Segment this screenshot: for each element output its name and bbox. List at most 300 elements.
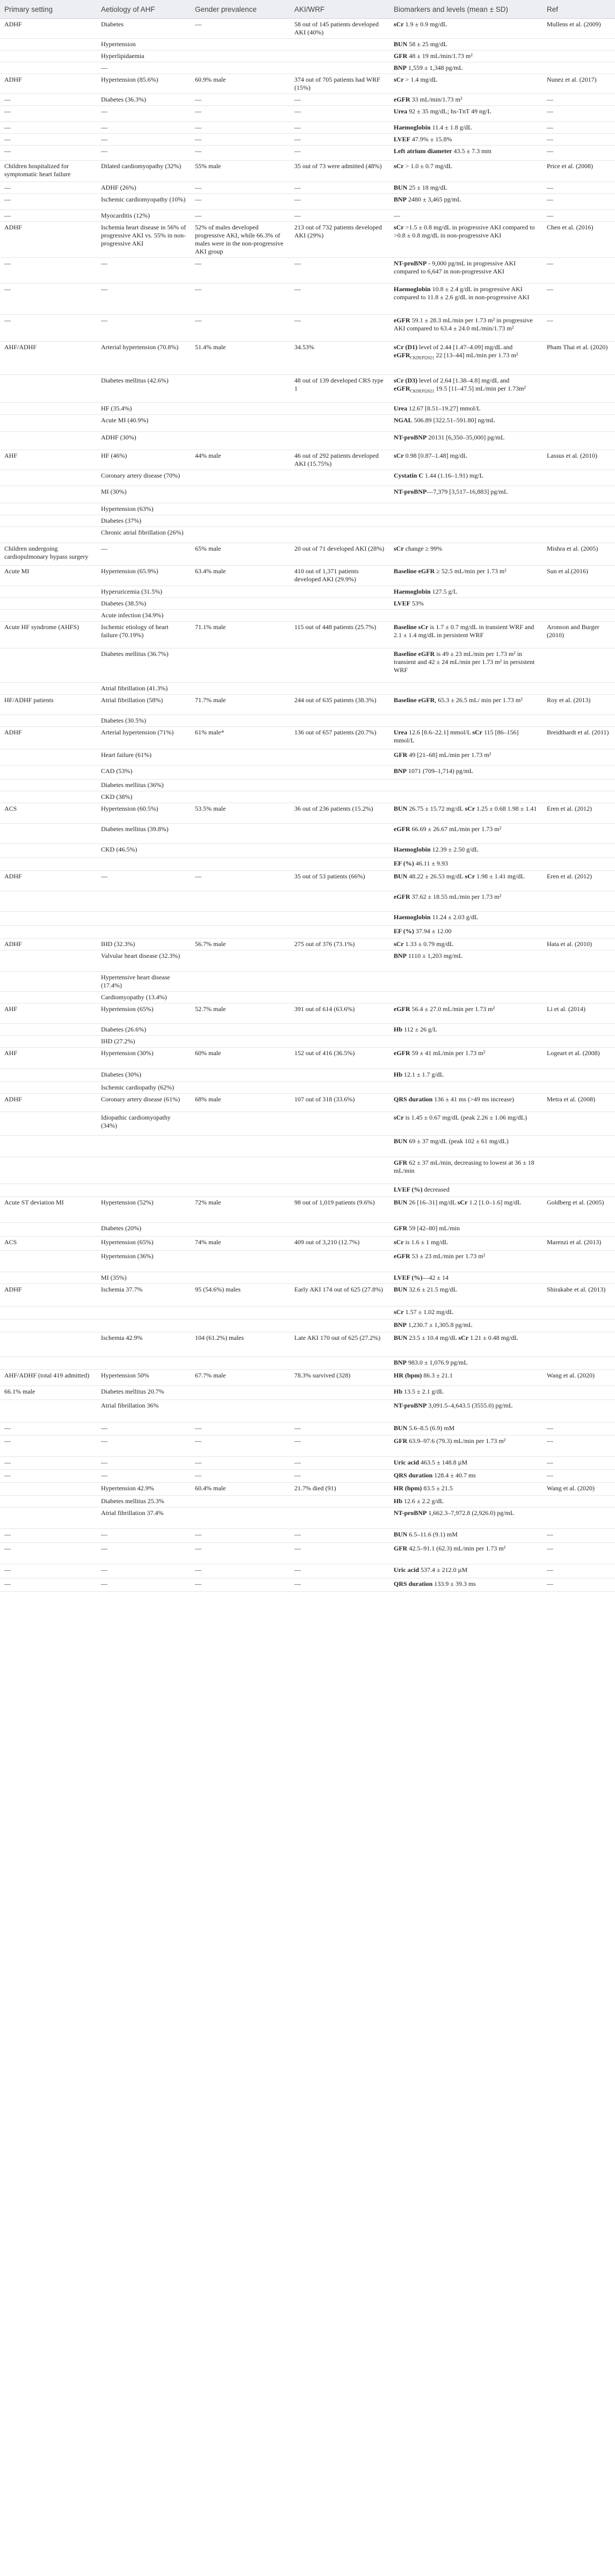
cell-primary-setting	[0, 432, 97, 450]
cell-gender	[191, 1024, 290, 1036]
cell-ref	[542, 1223, 615, 1237]
table-row	[0, 146, 615, 161]
table-row	[0, 912, 615, 926]
cell-primary-setting	[0, 1507, 97, 1529]
cell-primary-setting	[0, 648, 97, 683]
cell-gender: —	[191, 1543, 290, 1564]
cell-primary-setting	[0, 375, 97, 403]
cell-aki-wrf	[290, 1157, 389, 1184]
cell-gender	[191, 1069, 290, 1082]
cell-primary-setting: —	[0, 1470, 97, 1483]
cell-gender: —	[191, 1578, 290, 1592]
cell-gender: —	[191, 182, 290, 194]
cell-primary-setting	[0, 780, 97, 791]
cell-aki-wrf: —	[290, 1435, 389, 1457]
cell-ref: —	[542, 258, 615, 284]
cell-aetiology: Atrial fibrillation 37.4%	[97, 1507, 191, 1529]
cell-aetiology	[97, 1157, 191, 1184]
cell-biomarker: sCr 0.98 [0.87–1.48] mg/dL	[389, 450, 542, 470]
cell-aki-wrf	[290, 844, 389, 858]
cell-biomarker: NT-proBNP 3,091.5–4,643.5 (3555.0) pg/mL	[389, 1400, 542, 1423]
cell-aki-wrf	[290, 503, 389, 515]
table-row	[0, 1457, 615, 1470]
cell-gender	[191, 950, 290, 972]
cell-biomarker: sCr > 1.0 ± 0.7 mg/dL	[389, 161, 542, 182]
table-row	[0, 803, 615, 824]
header-biomarkers: Biomarkers and levels (mean ± SD)	[389, 0, 542, 19]
cell-primary-setting	[0, 403, 97, 415]
cell-aetiology: —	[97, 1457, 191, 1470]
table-row	[0, 1069, 615, 1082]
cell-primary-setting	[0, 1319, 97, 1332]
cell-aki-wrf	[290, 1136, 389, 1157]
cell-aetiology: Hypertension (65.9%)	[97, 566, 191, 586]
cell-primary-setting: ADHF	[0, 871, 97, 891]
cell-primary-setting: 66.1% male	[0, 1386, 97, 1400]
cell-biomarker: sCr >1.5 ± 0.8 mg/dL in progressive AKI compared to >0.8 ± 0.8 mg/dL in non-progressive AKI	[389, 222, 542, 258]
cell-ref: Wang et al. (2020)	[542, 1483, 615, 1496]
cell-primary-setting	[0, 1272, 97, 1284]
cell-aki-wrf: —	[290, 258, 389, 284]
cell-aetiology	[97, 1319, 191, 1332]
cell-aki-wrf: —	[290, 1578, 389, 1592]
cell-aki-wrf: —	[290, 1470, 389, 1483]
cell-aetiology: —	[97, 1470, 191, 1483]
cell-ref: —	[542, 1578, 615, 1592]
cell-primary-setting: ADHF	[0, 727, 97, 749]
cell-aki-wrf	[290, 1272, 389, 1284]
cell-biomarker: sCr 1.9 ± 0.9 mg/dL	[389, 19, 542, 39]
cell-aki-wrf	[290, 39, 389, 50]
table-row	[0, 50, 615, 62]
table-row	[0, 134, 615, 146]
table-row	[0, 1507, 615, 1529]
cell-aki-wrf	[290, 648, 389, 683]
table-row	[0, 1112, 615, 1136]
cell-aki-wrf	[290, 1386, 389, 1400]
cell-biomarker: GFR 49 [21–68] mL/min per 1.73 m²	[389, 749, 542, 766]
cell-aetiology: Hypertension 50%	[97, 1370, 191, 1386]
cell-ref: Mishra et al. (2005)	[542, 543, 615, 566]
cell-aki-wrf: 58 out of 145 patients developed AKI (40%)	[290, 19, 389, 39]
cell-gender: —	[191, 134, 290, 146]
table-row	[0, 926, 615, 939]
cell-biomarker: BNP 2480 ± 3,465 pg/mL	[389, 194, 542, 210]
cell-biomarker	[389, 515, 542, 527]
cell-aki-wrf	[290, 912, 389, 926]
cell-primary-setting: Children undergoing cardiopulmonary bypass surgery	[0, 543, 97, 566]
cell-aetiology: Hypertensive heart disease (17.4%)	[97, 972, 191, 992]
cell-primary-setting: ADHF	[0, 222, 97, 258]
cell-aki-wrf	[290, 1036, 389, 1048]
cell-biomarker: EF (%) 46.11 ± 9.93	[389, 858, 542, 871]
cell-ref: Mullens et al. (2009)	[542, 19, 615, 39]
cell-primary-setting: ADHF	[0, 19, 97, 39]
cell-primary-setting	[0, 486, 97, 503]
cell-gender: 67.7% male	[191, 1370, 290, 1386]
cell-ref	[542, 972, 615, 992]
cell-ref	[542, 486, 615, 503]
cell-primary-setting	[0, 527, 97, 543]
cell-ref	[542, 470, 615, 486]
cell-gender	[191, 926, 290, 939]
table-row	[0, 1319, 615, 1332]
cell-biomarker: eGFR 66.69 ± 26.67 mL/min per 1.73 m²	[389, 824, 542, 844]
cell-aki-wrf	[290, 992, 389, 1004]
cell-ref: Aronson and Burger (2010)	[542, 622, 615, 648]
cell-ref	[542, 1157, 615, 1184]
cell-biomarker: QRS duration 133.9 ± 39.3 ms	[389, 1578, 542, 1592]
cell-biomarker: BUN 25 ± 18 mg/dL	[389, 182, 542, 194]
cell-ref	[542, 683, 615, 695]
cell-ref	[542, 1400, 615, 1423]
cell-ref	[542, 715, 615, 727]
cell-ref	[542, 1319, 615, 1332]
cell-primary-setting	[0, 715, 97, 727]
cell-aetiology	[97, 858, 191, 871]
cell-primary-setting: AHF/ADHF (total 419 admitted)	[0, 1370, 97, 1386]
cell-primary-setting	[0, 1332, 97, 1357]
cell-gender: —	[191, 210, 290, 222]
cell-ref	[542, 1082, 615, 1094]
cell-ref	[542, 39, 615, 50]
cell-aetiology: —	[97, 146, 191, 161]
cell-primary-setting: —	[0, 1543, 97, 1564]
cell-aki-wrf	[290, 1319, 389, 1332]
cell-primary-setting	[0, 1082, 97, 1094]
cell-primary-setting	[0, 1496, 97, 1507]
cell-gender: —	[191, 146, 290, 161]
cell-aki-wrf: —	[290, 1529, 389, 1543]
cell-aetiology: ADHF (30%)	[97, 432, 191, 450]
cell-gender: 72% male	[191, 1197, 290, 1223]
header-aetiology: Aetiology of AHF	[97, 0, 191, 19]
cell-aetiology: Diabetes mellitus 25.3%	[97, 1496, 191, 1507]
cell-ref	[542, 1024, 615, 1036]
cell-biomarker: GFR 62 ± 37 mL/min, decreasing to lowest at 36 ± 18 mL/min	[389, 1157, 542, 1184]
cell-aetiology: Diabetes mellitus (36%)	[97, 780, 191, 791]
header-gender: Gender prevalence	[191, 0, 290, 19]
table-row	[0, 1094, 615, 1112]
table-row	[0, 1197, 615, 1223]
cell-biomarker	[389, 527, 542, 543]
cell-ref	[542, 912, 615, 926]
cell-aki-wrf	[290, 1082, 389, 1094]
cell-aki-wrf: —	[290, 94, 389, 106]
table-row	[0, 106, 615, 122]
cell-gender	[191, 1184, 290, 1197]
cell-ref	[542, 527, 615, 543]
cell-aetiology: Chronic atrial fibrillation (26%)	[97, 527, 191, 543]
cell-ref: Chen et al. (2016)	[542, 222, 615, 258]
cell-gender: —	[191, 94, 290, 106]
cell-ref	[542, 610, 615, 622]
cell-aki-wrf: 34.53%	[290, 342, 389, 375]
cell-aetiology: Atrial fibrillation 36%	[97, 1400, 191, 1423]
cell-primary-setting	[0, 470, 97, 486]
cell-biomarker: Urea 12.67 [8.51–19.27] mmol/L	[389, 403, 542, 415]
cell-aki-wrf	[290, 62, 389, 74]
cell-aetiology: Diabetes (36.3%)	[97, 94, 191, 106]
cell-biomarker: Haemoglobin 11.24 ± 2.03 g/dL	[389, 912, 542, 926]
cell-aetiology: Hypertension (30%)	[97, 1048, 191, 1069]
table-row	[0, 1529, 615, 1543]
cell-gender: 60% male	[191, 1048, 290, 1069]
cell-gender	[191, 844, 290, 858]
cell-biomarker: BUN 58 ± 25 mg/dL	[389, 39, 542, 50]
cell-ref: Sun et al.(2016)	[542, 566, 615, 586]
table-row	[0, 486, 615, 503]
cell-biomarker: Baseline eGFR ≥ 52.5 mL/min per 1.73 m²	[389, 566, 542, 586]
cell-gender	[191, 1036, 290, 1048]
cell-ref	[542, 375, 615, 403]
cell-gender	[191, 791, 290, 803]
cell-primary-setting	[0, 503, 97, 515]
cell-aki-wrf: 36 out of 236 patients (15.2%)	[290, 803, 389, 824]
cell-gender: 74% male	[191, 1237, 290, 1251]
cell-ref: Eren et al. (2012)	[542, 803, 615, 824]
cell-ref	[542, 766, 615, 780]
table-row	[0, 527, 615, 543]
cell-aetiology: Diabetes (20%)	[97, 1223, 191, 1237]
cell-gender	[191, 912, 290, 926]
cell-aetiology: Arterial hypertension (71%)	[97, 727, 191, 749]
cell-ref	[542, 586, 615, 598]
cell-aetiology: —	[97, 1423, 191, 1435]
cell-primary-setting	[0, 950, 97, 972]
cell-primary-setting	[0, 610, 97, 622]
cell-biomarker	[389, 715, 542, 727]
cell-aetiology: Hyperlipidaemia	[97, 50, 191, 62]
cell-aetiology: IHD (32.3%)	[97, 939, 191, 950]
cell-ref	[542, 62, 615, 74]
cell-aki-wrf	[290, 1251, 389, 1272]
cell-primary-setting: —	[0, 1564, 97, 1578]
cell-aki-wrf	[290, 858, 389, 871]
cell-ref	[542, 749, 615, 766]
cell-primary-setting	[0, 992, 97, 1004]
cell-ref	[542, 1112, 615, 1136]
cell-primary-setting	[0, 791, 97, 803]
cell-gender: —	[191, 284, 290, 315]
cell-aetiology	[97, 1357, 191, 1370]
cell-aki-wrf	[290, 749, 389, 766]
cell-ref	[542, 1357, 615, 1370]
cell-primary-setting	[0, 912, 97, 926]
cell-biomarker: HR (bpm) 86.3 ± 21.1	[389, 1370, 542, 1386]
cell-gender	[191, 375, 290, 403]
cell-gender: —	[191, 1435, 290, 1457]
cell-biomarker: Haemoglobin 127.5 g/L	[389, 586, 542, 598]
cell-gender: —	[191, 315, 290, 342]
cell-aki-wrf	[290, 1223, 389, 1237]
table-row	[0, 450, 615, 470]
cell-biomarker: QRS duration 136 ± 41 ms (>49 ms increase)	[389, 1094, 542, 1112]
cell-gender	[191, 1223, 290, 1237]
cell-ref: —	[542, 210, 615, 222]
cell-primary-setting: AHF	[0, 1048, 97, 1069]
cell-ref	[542, 1272, 615, 1284]
cell-gender	[191, 470, 290, 486]
cell-gender: —	[191, 19, 290, 39]
cell-aetiology: Diabetes (38.5%)	[97, 598, 191, 610]
cell-aetiology: —	[97, 1529, 191, 1543]
cell-biomarker: Baseline eGFR, 65.3 ± 26.5 mL/ min per 1.73 m²	[389, 695, 542, 715]
cell-biomarker: LVEF 53%	[389, 598, 542, 610]
cell-primary-setting	[0, 598, 97, 610]
cell-gender: 68% male	[191, 1094, 290, 1112]
table-row	[0, 715, 615, 727]
cell-biomarker: Uric acid 537.4 ± 212.0 µM	[389, 1564, 542, 1578]
cell-aetiology: CAD (53%)	[97, 766, 191, 780]
table-row	[0, 94, 615, 106]
cell-primary-setting: —	[0, 194, 97, 210]
cell-ref: —	[542, 134, 615, 146]
cell-biomarker: GFR 59 [42–80] mL/min	[389, 1223, 542, 1237]
cell-aki-wrf	[290, 1024, 389, 1036]
cell-biomarker: sCr 1.33 ± 0.79 mg/dL	[389, 939, 542, 950]
cell-ref	[542, 1069, 615, 1082]
cell-biomarker: eGFR 59 ± 41 mL/min per 1.73 m²	[389, 1048, 542, 1069]
table-row	[0, 432, 615, 450]
cell-aetiology: —	[97, 258, 191, 284]
cell-primary-setting: —	[0, 210, 97, 222]
cell-gender: 44% male	[191, 450, 290, 470]
cell-gender	[191, 1400, 290, 1423]
cell-primary-setting	[0, 39, 97, 50]
cell-ref: —	[542, 1457, 615, 1470]
cell-biomarker: eGFR 56.4 ± 27.0 mL/min per 1.73 m²	[389, 1004, 542, 1024]
cell-aetiology: Hypertension (63%)	[97, 503, 191, 515]
cell-aetiology: —	[97, 315, 191, 342]
cell-aetiology: Diabetes mellitus (42.6%)	[97, 375, 191, 403]
cell-ref	[542, 50, 615, 62]
header-ref: Ref	[542, 0, 615, 19]
cell-primary-setting: Acute HF syndrome (AHFS)	[0, 622, 97, 648]
cell-aki-wrf: 213 out of 732 patients developed AKI (29%)	[290, 222, 389, 258]
cell-primary-setting	[0, 683, 97, 695]
cell-aetiology: —	[97, 122, 191, 134]
cell-aetiology: Ischemia 37.7%	[97, 1284, 191, 1307]
cell-aki-wrf	[290, 486, 389, 503]
cell-aki-wrf	[290, 1357, 389, 1370]
cell-aki-wrf	[290, 1400, 389, 1423]
cell-ref: —	[542, 1543, 615, 1564]
cell-aki-wrf: 46 out of 292 patients developed AKI (15.75%)	[290, 450, 389, 470]
table-row	[0, 503, 615, 515]
cell-ref: —	[542, 106, 615, 122]
cell-biomarker: NT-proBNP - 9,000 pg/mL in progressive AKI compared to 6,647 in non-progressive AKI	[389, 258, 542, 284]
cell-biomarker: eGFR 59.1 ± 28.3 mL/min per 1.73 m² in progressive AKI compared to 63.4 ± 24.0 mL/min/1.73 m²	[389, 315, 542, 342]
cell-biomarker: HR (bpm) 83.5 ± 21.5	[389, 1483, 542, 1496]
cell-biomarker: Uric acid 463.5 ± 148.8 µM	[389, 1457, 542, 1470]
cell-aki-wrf: —	[290, 146, 389, 161]
cell-gender	[191, 648, 290, 683]
cell-aki-wrf: 48 out of 139 developed CRS type 1	[290, 375, 389, 403]
cell-aki-wrf	[290, 50, 389, 62]
cell-gender: 56.7% male	[191, 939, 290, 950]
cell-biomarker: BNP 1071 (709–1,714) pg/mL	[389, 766, 542, 780]
cell-gender	[191, 992, 290, 1004]
table-row	[0, 1284, 615, 1307]
cell-primary-setting: —	[0, 1423, 97, 1435]
table-row	[0, 1564, 615, 1578]
cell-biomarker: —	[389, 210, 542, 222]
cell-gender	[191, 39, 290, 50]
cell-primary-setting	[0, 1307, 97, 1319]
cell-aetiology: —	[97, 106, 191, 122]
cell-primary-setting	[0, 749, 97, 766]
table-row	[0, 766, 615, 780]
cell-aki-wrf: 275 out of 376 (73.1%)	[290, 939, 389, 950]
cell-biomarker: Hb 13.5 ± 2.1 g/dL	[389, 1386, 542, 1400]
table-row	[0, 375, 615, 403]
cell-gender	[191, 1507, 290, 1529]
cell-gender	[191, 683, 290, 695]
cell-aetiology: Atrial fibrillation (41.3%)	[97, 683, 191, 695]
table-row	[0, 1483, 615, 1496]
cell-primary-setting	[0, 586, 97, 598]
cell-biomarker: sCr (D1) level of 2.44 [1.47–4.09] mg/dL and eGFR$_{CKDEPI2021}$ 22 [13–44] mL/min per 1.73 m²	[389, 342, 542, 375]
cell-primary-setting	[0, 1024, 97, 1036]
cell-aki-wrf	[290, 683, 389, 695]
cell-primary-setting	[0, 844, 97, 858]
cell-aetiology: Diabetes (26.6%)	[97, 1024, 191, 1036]
cell-gender: 55% male	[191, 161, 290, 182]
cell-aetiology: Acute MI (40.9%)	[97, 415, 191, 432]
cell-primary-setting	[0, 1251, 97, 1272]
table-row	[0, 1136, 615, 1157]
cell-primary-setting	[0, 1136, 97, 1157]
table-row	[0, 1470, 615, 1483]
cell-biomarker: sCr change ≥ 99%	[389, 543, 542, 566]
table-row	[0, 1578, 615, 1592]
cell-gender	[191, 715, 290, 727]
table-row	[0, 586, 615, 598]
table-row	[0, 610, 615, 622]
cell-aki-wrf: —	[290, 134, 389, 146]
cell-biomarker: Urea 92 ± 35 mg/dL; hs-TnT 49 ng/L	[389, 106, 542, 122]
cell-aetiology: Hypertension	[97, 39, 191, 50]
cell-gender	[191, 503, 290, 515]
cell-aetiology: Idiopathic cardiomyopathy (34%)	[97, 1112, 191, 1136]
cell-ref: Eren et al. (2012)	[542, 871, 615, 891]
cell-ref	[542, 432, 615, 450]
cell-primary-setting: —	[0, 94, 97, 106]
cell-aki-wrf	[290, 527, 389, 543]
cell-aetiology: Diabetes (30%)	[97, 1069, 191, 1082]
cell-ref	[542, 891, 615, 912]
cell-ref	[542, 648, 615, 683]
cell-aetiology: Diabetes	[97, 19, 191, 39]
cell-aki-wrf	[290, 1112, 389, 1136]
table-row	[0, 972, 615, 992]
cell-aetiology: Hypertension 42.9%	[97, 1483, 191, 1496]
cell-aki-wrf: 136 out of 657 patients (20.7%)	[290, 727, 389, 749]
cell-biomarker: Haemoglobin 10.8 ± 2.4 g/dL in progressive AKI compared to 11.8 ± 2.6 g/dL in non-progressive AKI	[389, 284, 542, 315]
cell-aetiology: ADHF (26%)	[97, 182, 191, 194]
cell-aki-wrf	[290, 515, 389, 527]
cell-aki-wrf: —	[290, 210, 389, 222]
cell-gender: 60.4% male	[191, 1483, 290, 1496]
cell-aki-wrf	[290, 1184, 389, 1197]
cell-biomarker: LVEF 47.9% ± 15.8%	[389, 134, 542, 146]
cell-aki-wrf: 35 out of 53 patients (66%)	[290, 871, 389, 891]
cell-gender: 60.9% male	[191, 74, 290, 94]
cell-aetiology: —	[97, 134, 191, 146]
cell-ref: —	[542, 315, 615, 342]
table-row	[0, 39, 615, 50]
